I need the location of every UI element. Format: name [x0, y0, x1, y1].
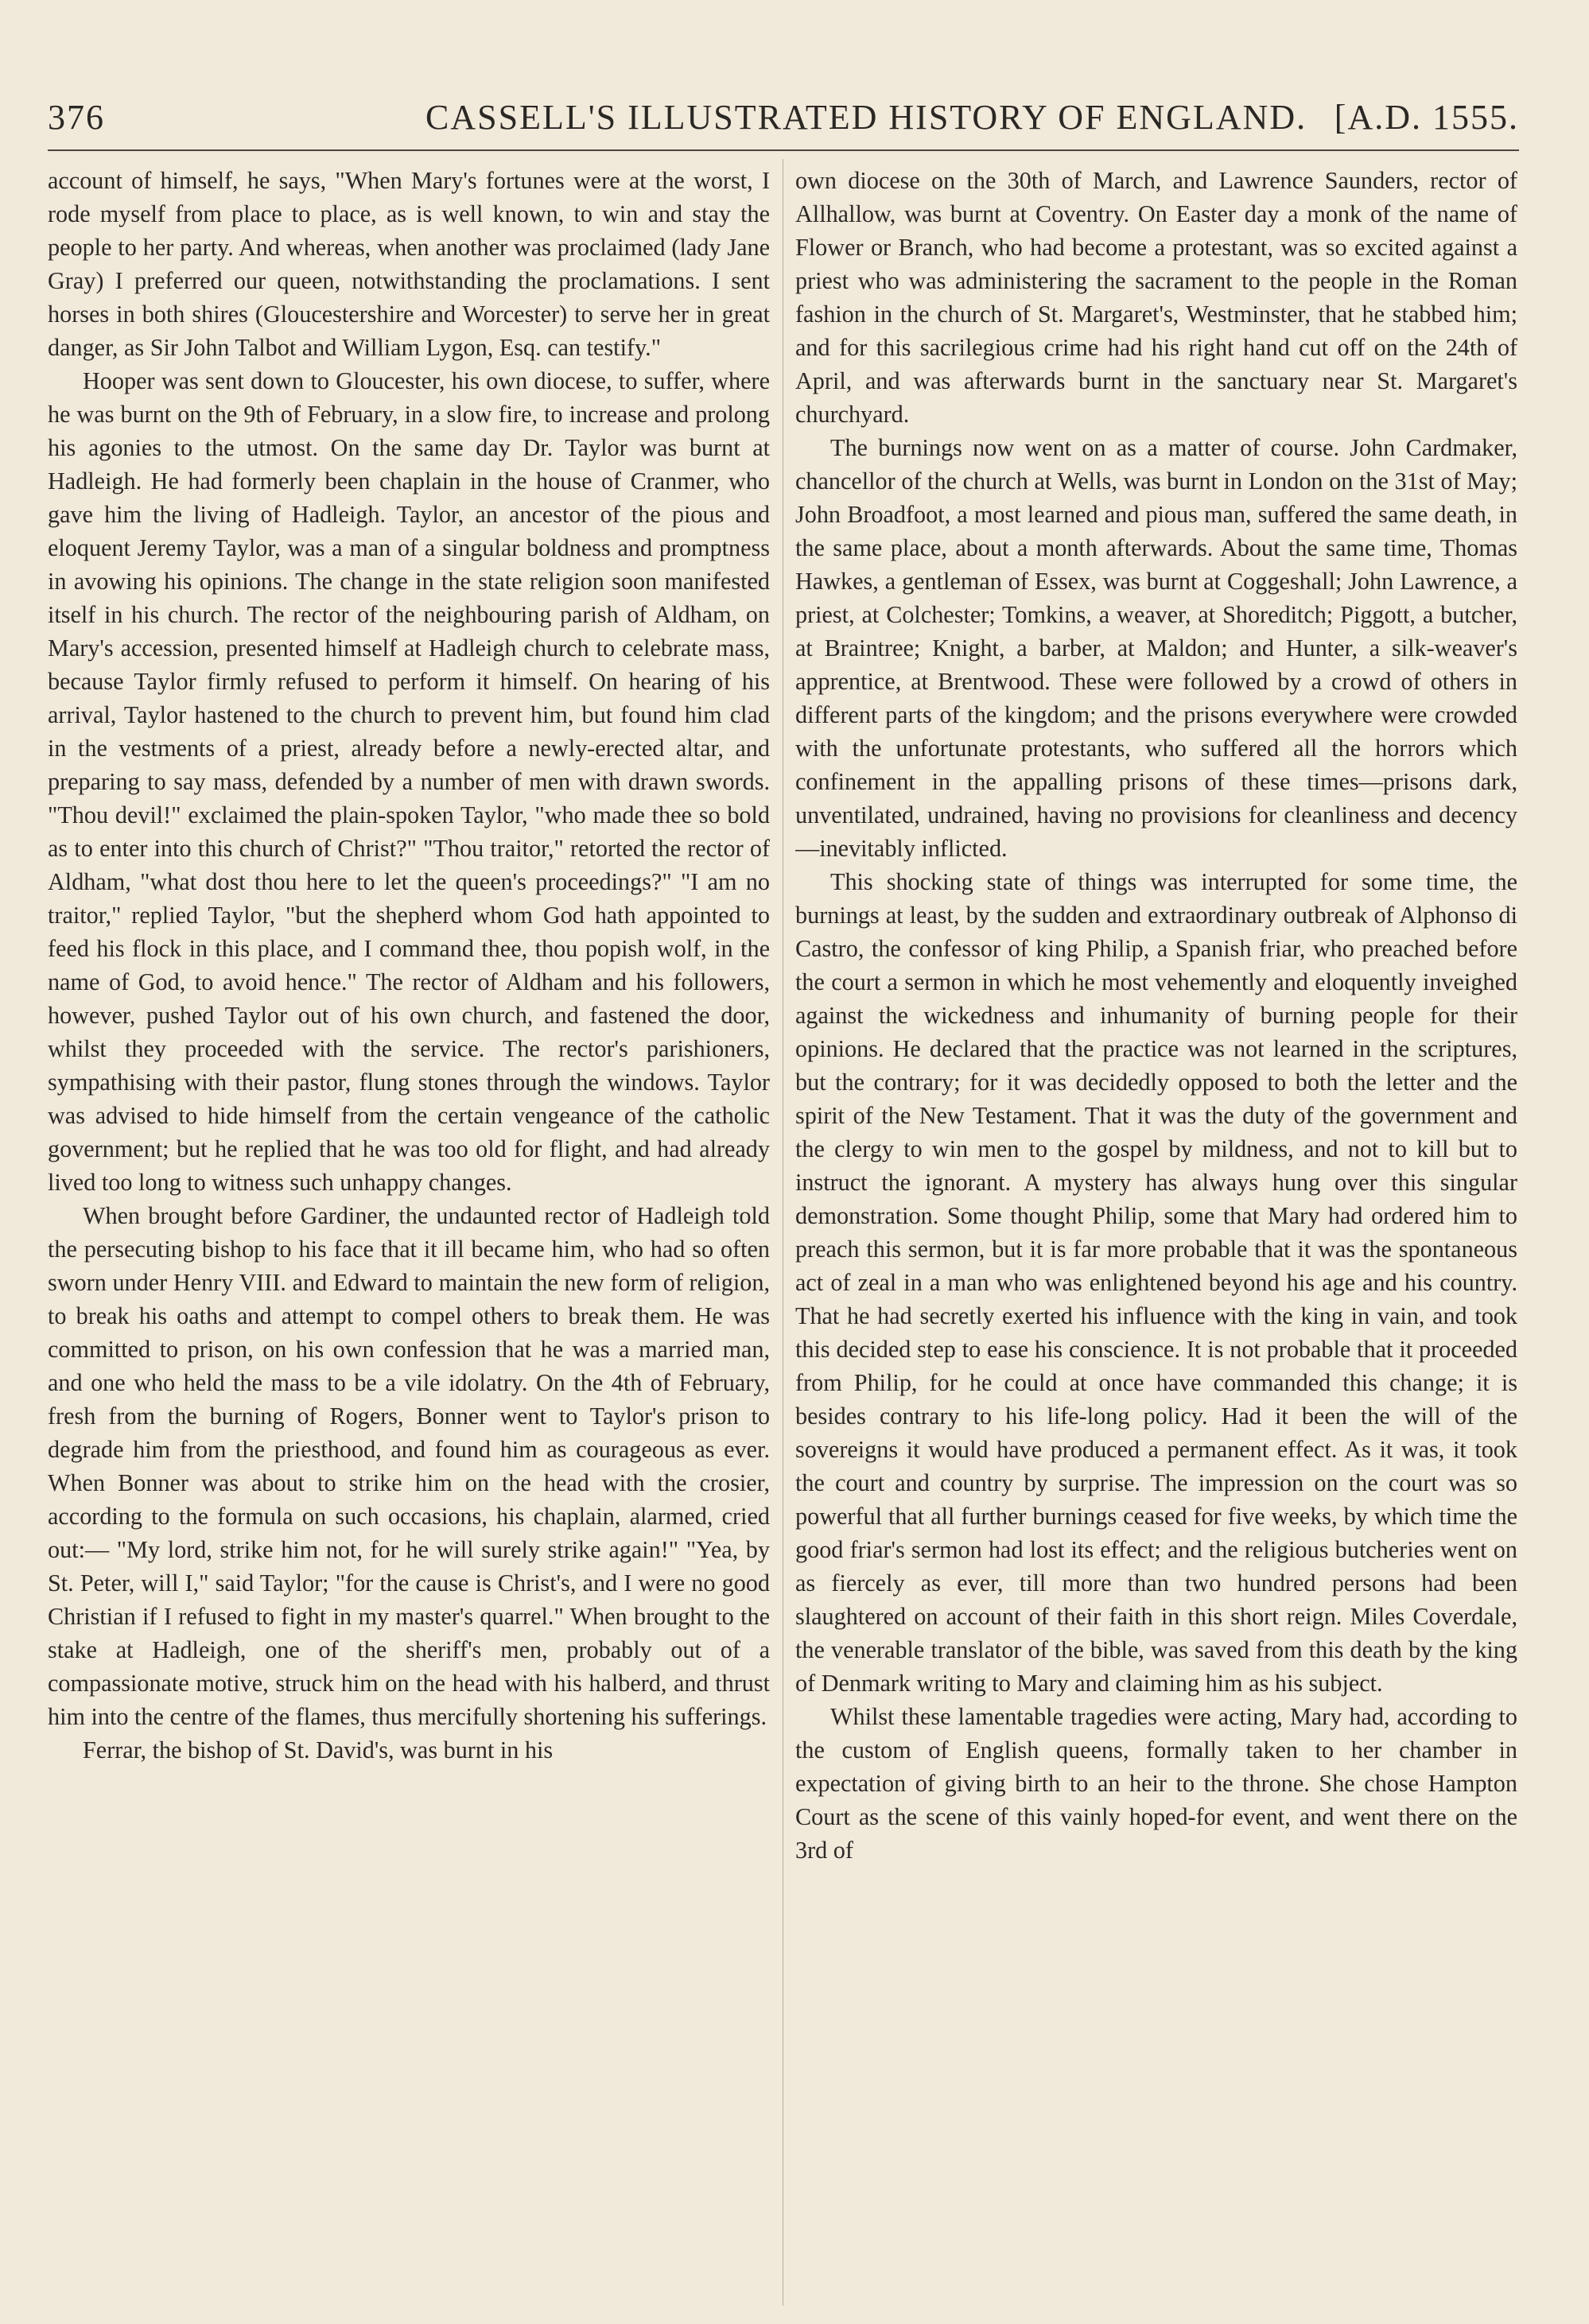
paragraph: own diocese on the 30th of March, and Lawrence Saunders, rector of Allhallow, was burnt at Coventry. On Easter day a monk of the name of Flower or Branch, who had become a protestant, was so excited against a priest who was administering the sacrament to the people in the Roman fashion in the church of St. Margaret's, Westminster, that he stabbed him; and for this sacrilegious crime had his right hand cut off on the 24th of April, and was afterwards burnt in the sanctuary near St. Margaret's churchyard.	[795, 167, 1517, 428]
header-rule	[48, 149, 1519, 151]
page-number: 376	[48, 98, 105, 137]
paragraph: The burnings now went on as a matter of course. John Cardmaker, chancellor of the church at Wells, was burnt in London on the 31st of May; John Broadfoot, a most learned and pious man, suffered the same death, in the same place, about a month afterwards. About the same time, Thomas Hawkes, a gentleman of Essex, was burnt at Coggeshall; John Lawrence, a priest, at Colchester; Tomkins, a weaver, at Shoreditch; Piggott, a butcher, at Braintree; Knight, a barber, at Maldon; and Hunter, a silk-weaver's apprentice, at Brentwood. These were followed by a crowd of others in different parts of the kingdom; and the prisons everywhere were crowded with the unfortunate protestants, who suffered all the horrors which confinement in the appalling prisons of these times—prisons dark, unventilated, undrained, having no provisions for cleanliness and decency—inevitably inflicted.	[795, 434, 1517, 862]
paragraph: Whilst these lamentable tragedies were acting, Mary had, according to the custom of English queens, formally taken to her chamber in expectation of giving birth to an heir to the throne. She chose Hampton Court as the scene of this vainly hoped-for event, and went there on the 3rd of	[795, 1703, 1517, 1864]
paragraph: This shocking state of things was interrupted for some time, the burnings at least, by the sudden and extraordinary outbreak of Alphonso di Castro, the confessor of king Philip, a Spanish friar, who preached before the court a sermon in which he most vehemently and eloquently inveighed against the wickedness and inhumanity of burning people for their opinions. He declared that the practice was not learned in the scriptures, but the contrary; for it was decidedly opposed to both the letter and the spirit of the New Testament. That it was the duty of the government and the clergy to win men to the gospel by mildness, and not to kill but to instruct the ignorant. A mystery has always hung over this singular demonstration. Some thought Philip, some that Mary had ordered him to preach this sermon, but it is far more probable that it was the spontaneous act of zeal in a man who was enlightened beyond his age and his country. That he had secretly exerted his influence with the king in vain, and took this decided step to ease his conscience. It is not probable that it proceeded from Philip, for he could at once have commanded this change; it is besides contrary to his life-long policy. Had it been the will of the sovereigns it would have produced a permanent effect. As it was, it took the court and country by surprise. The impression on the court was so powerful that all further burnings ceased for five weeks, by which time the good friar's sermon had lost its effect; and the religious butcheries went on as fiercely as ever, till more than two hundred persons had been slaughtered on account of their faith in this short reign. Miles Coverdale, the venerable translator of the bible, was saved from this death by the king of Denmark writing to Mary and claiming him as his subject.	[795, 868, 1517, 1697]
left-column	[48, 164, 770, 2303]
paragraph: When brought before Gardiner, the undaunted rector of Hadleigh told the persecuting bishop to his face that it ill became him, who had so often sworn under Henry VIII. and Edward to maintain the new form of religion, to break his oaths and attempt to compel others to break them. He was committed to prison, on his own confession that he was a married man, and one who held the mass to be a vile idolatry. On the 4th of February, fresh from the burning of Rogers, Bonner went to Taylor's prison to degrade him from the priesthood, and found him as courageous as ever. When Bonner was about to strike him on the head with the crosier, according to the formula on such occasions, his chaplain, alarmed, cried out:— "My lord, strike him not, for he will surely strike again!" "Yea, by St. Peter, will I," said Taylor; "for the cause is Christ's, and I were no good Christian if I refused to fight in my master's quarrel." When brought to the stake at Hadleigh, one of the sheriff's men, probably out of a compassionate motive, struck him on the head with his halberd, and thrust him into the centre of the flames, thus mercifully shortening his sufferings.	[48, 1202, 770, 1730]
right-column	[795, 164, 1517, 2303]
book-title: CASSELL'S ILLUSTRATED HISTORY OF ENGLAND.	[425, 98, 1307, 137]
year-marker: [A.D. 1555.	[1334, 98, 1519, 137]
paragraph: Ferrar, the bishop of St. David's, was burnt in his	[83, 1736, 554, 1763]
paragraph: account of himself, he says, "When Mary's fortunes were at the worst, I rode myself from place to place, as is well known, to win and stay the people to her party. And whereas, when another was proclaimed (lady Jane Gray) I preferred our queen, notwithstanding the proclamations. I sent horses in both shires (Gloucestershire and Worcester) to serve her in great danger, as Sir John Talbot and William Lygon, Esq. can testify."	[48, 167, 770, 361]
running-header	[48, 89, 1519, 137]
paragraph: Hooper was sent down to Gloucester, his own diocese, to suffer, where he was burnt on the 9th of February, in a slow fire, to increase and prolong his agonies to the utmost. On the same day Dr. Taylor was burnt at Hadleigh. He had formerly been chaplain in the house of Cranmer, who gave him the living of Hadleigh. Taylor, an ancestor of the pious and eloquent Jeremy Taylor, was a man of a singular boldness and promptness in avowing his opinions. The change in the state religion soon manifested itself in his church. The rector of the neighbouring parish of Aldham, on Mary's accession, presented himself at Hadleigh church to celebrate mass, because Taylor firmly refused to perform it himself. On hearing of his arrival, Taylor hastened to the church to prevent him, but found him clad in the vestments of a priest, already before a newly-erected altar, and preparing to say mass, defended by a number of men with drawn swords. "Thou devil!" exclaimed the plain-spoken Taylor, "who made thee so bold as to enter into this church of Christ?" "Thou traitor," retorted the rector of Aldham, "what dost thou here to let the queen's proceedings?" "I am no traitor," replied Taylor, "but the shepherd whom God hath appointed to feed his flock in this place, and I command thee, thou popish wolf, in the name of God, to avoid hence." The rector of Aldham and his followers, however, pushed Taylor out of his own church, and fastened the door, whilst they proceeded with the service. The rector's parishioners, sympathising with their pastor, flung stones through the windows. Taylor was advised to hide himself from the certain vengeance of the catholic government; but he replied that he was too old for flight, and had already lived too long to witness such unhappy changes.	[48, 367, 770, 1196]
